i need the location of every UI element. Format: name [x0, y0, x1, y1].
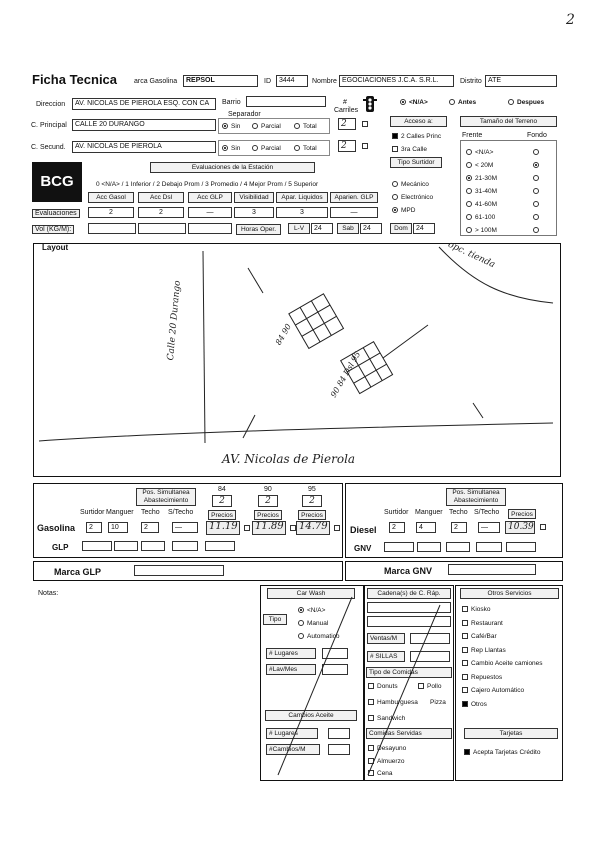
carwash-lugares: # Lugares [266, 648, 316, 659]
gas-manguer-field[interactable]: 10 [108, 522, 128, 533]
otros-item[interactable]: Repuestos [462, 673, 502, 682]
fondo-label: Fondo [527, 132, 547, 139]
gas-price-field[interactable]: 11.19 [206, 521, 240, 535]
dom-label: Dom [390, 223, 412, 234]
octane-qty-field[interactable]: 2 [212, 495, 232, 507]
gnv-label: GNV [354, 544, 372, 553]
carwash-tipo: Tipo [263, 614, 287, 625]
dsl-precios-label: Precios [508, 509, 536, 519]
eval-value-field[interactable]: 3 [234, 207, 274, 218]
nombre-label: Nombre [312, 78, 337, 85]
vol-field-1[interactable] [88, 223, 136, 234]
tarjetas-credito[interactable]: Acepta Tarjetas Crédito [464, 748, 540, 757]
octane-label: 84 [218, 486, 226, 493]
comida-pollo[interactable]: Pollo [418, 682, 441, 691]
eval-col-header: Acc GLP [188, 192, 232, 203]
distrito-label: Distrito [460, 78, 482, 85]
sep1-total[interactable]: Total [294, 122, 317, 131]
marca-glp-label: Marca GLP [54, 567, 102, 577]
gas-col-techo: Techo [141, 509, 160, 516]
otros-item[interactable]: Cajero Automático [462, 686, 524, 695]
terreno-fondo-option[interactable] [533, 187, 542, 196]
carwash-na[interactable]: <N/A> [298, 606, 325, 615]
glp-field-5[interactable] [205, 541, 235, 551]
gnv-field-4[interactable] [476, 542, 502, 552]
terreno-frente-option[interactable]: 31-40M [466, 187, 497, 196]
cambios-title: Cambios Aceite [265, 710, 357, 721]
terreno-fondo-option[interactable] [533, 226, 542, 235]
barrio-field[interactable] [246, 96, 326, 107]
dsl-col-manguer: Manguer [415, 509, 443, 516]
acceso-2-calles[interactable]: 2 Calles Princ [392, 132, 441, 141]
cambios-lugares: # Lugares [266, 728, 318, 739]
dsl-techo-field[interactable]: 2 [451, 522, 467, 533]
servida-almuerzo[interactable]: Almuerzo [368, 757, 404, 766]
nombre-field[interactable]: EGOCIACIONES J.C.A. S.R.L. [339, 75, 454, 87]
eval-col-header: Acc Gasol [88, 192, 134, 203]
gas-techo-field[interactable]: 2 [141, 522, 159, 533]
octane-label: 90 [264, 486, 272, 493]
otros-item[interactable]: Kiosko [462, 605, 491, 614]
terreno-frente-option[interactable]: > 100M [466, 226, 497, 235]
page-number: 2 [566, 12, 575, 28]
marca-field[interactable]: REPSOL [183, 75, 258, 87]
island-1-label: 84 90 [273, 322, 294, 347]
sep2-sin[interactable]: Sin [222, 144, 240, 153]
precios-label: Precios [208, 510, 236, 520]
vol-field-2[interactable] [138, 223, 186, 234]
eval-value-field[interactable]: 2 [88, 207, 134, 218]
sep2-total[interactable]: Total [294, 144, 317, 153]
gnv-field-3[interactable] [446, 542, 470, 552]
street-side-label: Calle 20 Durango [166, 280, 183, 361]
timing-despues[interactable]: Despues [508, 98, 544, 107]
otros-item[interactable]: Otros [462, 700, 487, 709]
carwash-lav-mes: #Lav/Mes [266, 664, 316, 675]
acceso-3ra-calle[interactable]: 3ra Calle [392, 145, 427, 154]
dsl-col-techo: Techo [449, 509, 468, 516]
c-principal-label: C. Principal [31, 122, 67, 129]
glp-label: GLP [52, 543, 69, 552]
distrito-field[interactable]: ATE [485, 75, 557, 87]
gas-surtidor-field[interactable]: 2 [86, 522, 102, 533]
gas-stecho-field[interactable]: — [172, 522, 198, 533]
island-2-label: 90 84 Dsl 95 [328, 350, 363, 399]
terreno-fondo-option[interactable] [533, 213, 542, 222]
direccion-label: Direccion [36, 101, 66, 108]
terreno-frente-option[interactable]: 61-100 [466, 213, 495, 222]
eval-col-header: Visibilidad [234, 192, 274, 203]
dsl-surtidor-field[interactable]: 2 [389, 522, 405, 533]
surtidor-mpd[interactable]: MPD [392, 206, 415, 215]
comida-pizza[interactable]: Pizza [430, 699, 446, 706]
c-secund-label: C. Secund. [31, 144, 66, 151]
carwash-manual[interactable]: Manual [298, 619, 328, 628]
layout-sketch [33, 243, 561, 477]
glp-field-4[interactable] [172, 541, 198, 551]
c-secund-field[interactable]: AV. NICOLAS DE PIEROLA [72, 141, 216, 153]
eval-col-header: Acc Dsl [138, 192, 184, 203]
otros-item[interactable]: Restaurant [462, 619, 503, 628]
cambios-mes: #Cambios/M [266, 744, 320, 755]
bcg-logo-text: BCG [40, 173, 74, 190]
comidas-servidas-title: Comidas Servidas [366, 728, 452, 739]
tarjetas-title: Tarjetas [464, 728, 558, 739]
servida-cena[interactable]: Cena [368, 769, 393, 778]
carwash-automatico[interactable]: Automatico [298, 632, 340, 641]
marca-glp-field[interactable] [134, 565, 224, 576]
otros-item[interactable]: Rep Llantas [462, 646, 506, 655]
eval-col-header: Aparien. GLP [330, 192, 378, 203]
dsl-stecho-field[interactable]: — [478, 522, 500, 533]
evaluaciones-scale: 0 <N/A> / 1 Inferior / 2 Debajo Prom / 3 Promedio / 4 Mejor Prom / 5 Superior [96, 181, 319, 188]
gas-price-check[interactable] [334, 524, 343, 533]
layout-title: Layout [42, 243, 69, 252]
carriles-label: # Carriles [334, 99, 359, 114]
evaluaciones-title: Evaluaciones de la Estación [150, 162, 315, 173]
tipo-comidas-title: Tipo de Comidas [366, 667, 452, 678]
marca-gnv-label: Marca GNV [384, 566, 433, 576]
timing-antes[interactable]: Antes [449, 98, 476, 107]
dsl-price-field[interactable]: 10.39 [505, 521, 535, 534]
separador-label: Separador [228, 111, 261, 118]
c-principal-field[interactable]: CALLE 20 DURANGO [72, 119, 216, 131]
dom-field[interactable]: 24 [413, 223, 435, 234]
horas-oper-label: Horas Oper. [236, 224, 281, 235]
lv-label: L-V [288, 223, 310, 234]
octane-qty-field[interactable]: 2 [258, 495, 278, 507]
precios-label: Precios [298, 510, 326, 520]
carriles-check-1[interactable] [362, 120, 371, 129]
evaluaciones-row-label: Evaluaciones [32, 209, 80, 218]
glp-field-1[interactable] [82, 541, 112, 551]
dsl-col-surtidor: Surtidor [384, 509, 409, 516]
terreno-frente-option[interactable]: < 20M [466, 161, 493, 170]
comida-hamburguesa[interactable]: Hamburguesa [368, 698, 418, 707]
gas-col-stecho: S/Techo [168, 509, 194, 516]
carriles-field-2[interactable]: 2 [338, 140, 356, 152]
bcg-logo [32, 162, 82, 202]
sep2-parcial[interactable]: Parcial [252, 144, 281, 153]
traffic-light-icon [362, 95, 378, 113]
glp-field-3[interactable] [141, 541, 165, 551]
tipo-surtidor-button[interactable]: Tipo Surtidor [390, 157, 442, 168]
comida-sandwich[interactable]: Sandwich [368, 714, 405, 723]
frente-label: Frente [462, 132, 483, 139]
gasolina-label: Gasolina [37, 523, 76, 533]
crossout-strokes [260, 585, 460, 785]
otros-item[interactable]: Café/Bar [462, 632, 497, 641]
eval-value-field[interactable]: 3 [276, 207, 328, 218]
gas-price-field[interactable]: 11.89 [252, 521, 286, 535]
terreno-fondo-option[interactable] [533, 200, 542, 209]
acceso-button[interactable]: Acceso a: [390, 116, 447, 127]
surtidor-electronico[interactable]: Electrónico [392, 193, 433, 202]
direccion-field[interactable]: AV. NICOLAS DE PIEROLA ESQ. CON CA [72, 98, 216, 110]
carriles-field-1[interactable]: 2 [338, 118, 356, 130]
marca-label: arca Gasolina [134, 78, 178, 85]
otros-title: Otros Servicios [460, 588, 559, 599]
op-tienda-label: opc. tienda [446, 239, 497, 271]
eval-col-header: Apar. Liquidos [276, 192, 328, 203]
vol-field-3[interactable] [188, 223, 232, 234]
gas-pos-title: Pos. Simultanea Abastecimiento [136, 488, 196, 506]
eval-value-field[interactable]: — [330, 207, 378, 218]
comida-donuts[interactable]: Donuts [368, 682, 398, 691]
terreno-frente-option[interactable]: 41-60M [466, 200, 497, 209]
cadena-title: Cadena(s) de C. Ráp. [367, 588, 451, 599]
dsl-pos-title: Pos. Simultanea Abastecimiento [446, 488, 506, 506]
terreno-fondo-option[interactable] [533, 161, 542, 170]
lv-field[interactable]: 24 [311, 223, 333, 234]
carwash-title: Car Wash [267, 588, 355, 599]
barrio-label: Barrio [222, 99, 241, 106]
glp-field-2[interactable] [114, 541, 138, 551]
vol-label: Vol (KG/M): [32, 225, 74, 234]
gnv-field-1[interactable] [384, 542, 414, 552]
form-title: Ficha Tecnica [32, 72, 118, 87]
eval-value-field[interactable]: — [188, 207, 232, 218]
otros-item[interactable]: Cambio Aceite camiones [462, 659, 543, 668]
gas-price-field[interactable]: 14.79 [296, 521, 330, 535]
dsl-price-check[interactable] [540, 523, 549, 532]
dsl-manguer-field[interactable]: 4 [416, 522, 436, 533]
terreno-fondo-option[interactable] [533, 174, 542, 183]
sab-label: Sab [337, 223, 359, 234]
servida-desayuno[interactable]: Desayuno [368, 744, 406, 753]
gas-col-manguer: Manguer [106, 509, 134, 516]
notas-label: Notas: [38, 590, 59, 597]
gnv-field-5[interactable] [506, 542, 536, 552]
terreno-frente-option[interactable]: <N/A> [466, 148, 493, 157]
octane-label: 95 [308, 486, 316, 493]
street-main-label: AV. Nicolas de Pierola [222, 452, 356, 466]
id-label: ID [264, 78, 271, 85]
dsl-col-stecho: S/Techo [474, 509, 500, 516]
octane-qty-field[interactable]: 2 [302, 495, 322, 507]
sab-field[interactable]: 24 [360, 223, 382, 234]
ventas-label: Ventas/M [367, 633, 405, 644]
gas-col-surtidor: Surtidor [80, 509, 105, 516]
terreno-frente-option[interactable]: 21-30M [466, 174, 497, 183]
sep1-parcial[interactable]: Parcial [252, 122, 281, 131]
sillas-label: # SILLAS [367, 651, 405, 662]
terreno-fondo-option[interactable] [533, 148, 542, 157]
surtidor-mecanico[interactable]: Mecánico [392, 180, 429, 189]
eval-value-field[interactable]: 2 [138, 207, 184, 218]
sep1-sin[interactable]: Sin [222, 122, 240, 131]
precios-label: Precios [254, 510, 282, 520]
id-field[interactable]: 3444 [276, 75, 308, 87]
marca-gnv-field[interactable] [448, 564, 536, 575]
timing-na[interactable]: <N/A> [400, 98, 428, 107]
diesel-label: Diesel [350, 525, 377, 535]
carriles-check-2[interactable] [362, 142, 371, 151]
terreno-title: Tamaño del Terreno [460, 116, 557, 127]
gnv-field-2[interactable] [417, 542, 441, 552]
